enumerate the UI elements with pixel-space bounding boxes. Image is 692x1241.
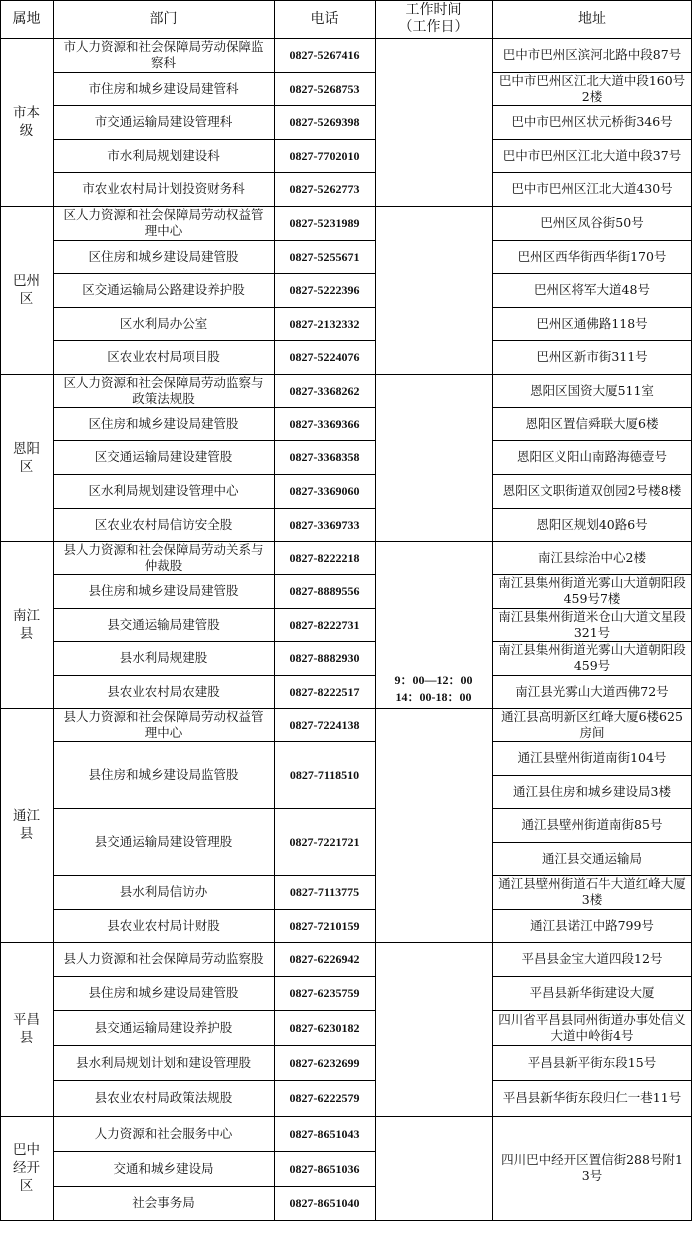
phone-cell: 0827-7118510 (289, 767, 360, 782)
grid-line (492, 1045, 692, 1046)
grid-line (53, 172, 375, 173)
address-cell: 巴中市巴州区滨河北路中段87号 (502, 47, 682, 62)
grid-line (492, 976, 692, 977)
phone-cell: 0827-6230182 (289, 1020, 360, 1035)
grid-line-vertical (53, 0, 54, 1221)
address-cell: 巴州区凤谷街50号 (540, 215, 644, 230)
grid-line (53, 909, 375, 910)
grid-line (53, 307, 375, 308)
grid-line (53, 574, 375, 575)
grid-line (53, 875, 375, 876)
header-department: 部门 (149, 11, 178, 27)
phone-cell: 0827-3369366 (289, 416, 360, 431)
grid-line (53, 641, 375, 642)
department-cell: 人力资源和社会服务中心 (94, 1125, 233, 1141)
phone-cell: 0827-5222396 (289, 283, 360, 297)
grid-line (492, 440, 692, 441)
grid-line (492, 775, 692, 776)
phone-cell: 0827-7210159 (289, 918, 360, 933)
working-hours-line1: 9：00—12：00 (394, 673, 473, 687)
grid-line (492, 842, 692, 843)
grid-line (492, 675, 692, 676)
phone-cell: 0827-3368358 (289, 450, 360, 464)
grid-line (492, 909, 692, 910)
department-cell: 县人力资源和社会保障局劳动权益管理中心 (63, 708, 264, 740)
grid-line-group (0, 206, 692, 207)
department-cell: 区人力资源和社会保障局劳动监察与政策法规股 (63, 374, 264, 406)
address-cell: 通江县壁州街道石牛大道红峰大厦3楼 (498, 876, 686, 907)
department-cell: 市农业农村局计划投资财务科 (82, 181, 245, 196)
grid-line (53, 1151, 375, 1152)
header-phone: 电话 (310, 11, 339, 27)
department-cell: 县交通运输局建管股 (107, 616, 220, 632)
address-cell: 恩阳区文职街道双创园2号楼8楼 (502, 483, 682, 498)
phone-cell: 0827-8651040 (289, 1196, 360, 1210)
address-cell: 南江县集州街道光雾山大道朝阳段459号7楼 (498, 575, 686, 606)
phone-cell: 0827-3368262 (289, 383, 360, 398)
address-cell: 通江县壁州街道南街104号 (517, 750, 667, 765)
phone-cell: 0827-5255671 (289, 249, 360, 264)
address-cell: 巴中市巴州区江北大道中段37号 (502, 147, 682, 163)
grid-line (53, 340, 375, 341)
address-cell: 恩阳区置信舜联大厦6楼 (525, 415, 659, 431)
grid-line (53, 72, 375, 73)
department-cell: 县住房和城乡建设局建管股 (88, 583, 239, 598)
phone-cell: 0827-8651036 (289, 1161, 360, 1176)
department-cell: 市交通运输局建设管理科 (94, 114, 233, 129)
address-cell: 巴州区将军大道48号 (534, 282, 650, 297)
header-hours (375, 0, 492, 38)
department-cell: 县农业农村局政策法规股 (94, 1090, 233, 1105)
address-cell: 通江县壁州街道南街85号 (521, 817, 663, 832)
grid-line (53, 1186, 375, 1187)
phone-cell: 0827-6222579 (289, 1091, 360, 1105)
grid-line (53, 474, 375, 475)
phone-cell: 0827-3369060 (289, 484, 360, 498)
department-cell: 区交通运输局建设建管股 (94, 449, 233, 464)
grid-line (53, 976, 375, 977)
phone-cell: 0827-8889556 (289, 584, 360, 598)
phone-cell: 0827-6235759 (289, 986, 360, 1000)
department-cell: 县人力资源和社会保障局劳动监察股 (63, 951, 264, 966)
grid-line (492, 340, 692, 341)
grid-line-vertical (375, 0, 376, 1221)
phone-cell: 0827-2132332 (289, 316, 360, 331)
grid-line (53, 741, 375, 742)
grid-line-group (0, 541, 692, 542)
grid-line (53, 105, 375, 106)
grid-line (492, 641, 692, 642)
address-cell: 恩阳区规划40路6号 (536, 516, 648, 532)
grid-line (492, 474, 692, 475)
address-cell: 巴中市巴州区江北大道430号 (511, 181, 673, 196)
address-cell: 南江县集州街道光雾山大道朝阳段459号 (498, 642, 686, 673)
address-cell: 恩阳区义阳山南路海德壹号 (516, 449, 667, 464)
grid-line (492, 741, 692, 742)
department-cell: 市人力资源和社会保障局劳动保障监察科 (63, 39, 264, 70)
address-cell: 南江县综治中心2楼 (538, 549, 646, 565)
grid-line (53, 139, 375, 140)
address-cell: 通江县诺江中路799号 (530, 917, 654, 933)
address-cell: 巴州区通佛路118号 (536, 315, 648, 331)
grid-line (492, 72, 692, 73)
address-cell: 平昌县新平街东段15号 (527, 1054, 657, 1070)
department-cell: 县水利局规建股 (119, 650, 208, 665)
phone-cell: 0827-6232699 (289, 1055, 360, 1070)
department-cell: 交通和城乡建设局 (113, 1160, 214, 1176)
address-cell: 南江县集州街道米仓山大道文星段321号 (498, 608, 686, 640)
department-cell: 市水利局规划建设科 (107, 147, 220, 163)
grid-line-vertical (274, 0, 275, 1221)
header-address: 地址 (578, 11, 606, 27)
grid-line (492, 273, 692, 274)
phone-cell: 0827-3369733 (289, 517, 360, 532)
region-cell: 平昌县 (13, 1012, 40, 1046)
region-cell: 巴中经开区 (13, 1142, 40, 1194)
working-hours-line2: 14：00-18：00 (395, 690, 472, 704)
phone-cell: 0827-6226942 (289, 952, 360, 966)
phone-cell: 0827-5269398 (289, 115, 360, 129)
address-cell: 巴中市巴州区状元桥街346号 (511, 114, 673, 129)
department-cell: 县人力资源和社会保障局劳动关系与仲裁股 (63, 541, 264, 573)
grid-line (492, 808, 692, 809)
grid-line (492, 407, 692, 408)
grid-line (492, 139, 692, 140)
phone-cell: 0827-8222517 (289, 684, 360, 699)
grid-line (492, 508, 692, 509)
grid-line-group (0, 1116, 692, 1117)
department-cell: 区交通运输局公路建设养护股 (82, 282, 245, 297)
address-cell: 四川巴中经开区置信街288号附13号 (501, 1152, 683, 1183)
phone-cell: 0827-5262773 (289, 182, 360, 196)
grid-line-top (0, 0, 692, 1)
header-hours-hours_line1: 工作时间 (405, 2, 462, 18)
grid-line-vertical (0, 0, 1, 1221)
address-cell: 巴中市巴州区江北大道中段160号2楼 (498, 72, 686, 104)
address-cell: 通江县住房和城乡建设局3楼 (513, 783, 671, 799)
working-hours-cell (375, 38, 492, 1220)
phone-cell: 0827-5267416 (289, 48, 360, 62)
department-cell: 市住房和城乡建设局建管科 (88, 80, 239, 96)
grid-line (492, 307, 692, 308)
region-cell: 南江县 (13, 607, 40, 642)
grid-line (53, 808, 375, 809)
phone-cell: 0827-8222731 (289, 617, 360, 632)
phone-cell: 0827-7224138 (289, 717, 360, 732)
region-cell: 恩阳区 (13, 440, 40, 475)
phone-cell: 0827-8651043 (289, 1126, 360, 1141)
grid-line-vertical (492, 0, 493, 1221)
department-cell: 县农业农村局计财股 (107, 917, 220, 933)
address-cell: 恩阳区国资大厦511室 (530, 382, 654, 398)
grid-line (53, 675, 375, 676)
grid-line (53, 608, 375, 609)
department-cell: 区人力资源和社会保障局劳动权益管理中心 (63, 207, 264, 238)
grid-line (492, 1010, 692, 1011)
department-cell: 县水利局规划计划和建设管理股 (75, 1054, 251, 1070)
phone-cell: 0827-8222218 (289, 550, 360, 565)
address-cell: 平昌县金宝大道四段12号 (521, 951, 663, 966)
region-cell: 市本级 (13, 105, 40, 139)
department-cell: 县农业农村局农建股 (107, 683, 220, 699)
department-cell: 区住房和城乡建设局建管股 (88, 248, 239, 264)
department-cell: 区水利局规划建设管理中心 (88, 483, 239, 498)
header-hours-hours_line2: （工作日） (398, 19, 469, 35)
grid-line (0, 38, 692, 39)
phone-cell: 0827-5231989 (289, 216, 360, 230)
phone-cell: 0827-7113775 (289, 885, 360, 899)
grid-line (492, 574, 692, 575)
grid-line (492, 105, 692, 106)
address-cell: 平昌县新华街东段归仁一巷11号 (502, 1090, 682, 1105)
grid-line (53, 407, 375, 408)
grid-line-group (0, 708, 692, 709)
address-cell: 通江县高明新区红峰大厦6楼625房间 (501, 708, 683, 740)
grid-line (53, 273, 375, 274)
grid-line (492, 608, 692, 609)
address-cell: 巴州区新市街311号 (536, 349, 648, 364)
address-cell: 南江县光雾山大道西佛72号 (515, 683, 669, 699)
department-cell: 区水利局办公室 (119, 315, 208, 331)
department-cell: 社会事务局 (132, 1195, 195, 1210)
grid-line (492, 1080, 692, 1081)
address-cell: 四川省平昌县同州街道办事处信义大道中岭街4号 (498, 1011, 686, 1043)
grid-line (53, 508, 375, 509)
department-cell: 县交通运输局建设管理股 (94, 833, 233, 849)
phone-cell: 0827-7702010 (289, 148, 360, 163)
grid-line-group (0, 374, 692, 375)
grid-line (53, 440, 375, 441)
phone-cell: 0827-8882930 (289, 651, 360, 665)
department-cell: 县住房和城乡建设局监管股 (88, 766, 239, 782)
grid-line (53, 1080, 375, 1081)
phone-cell: 0827-7221721 (289, 834, 360, 849)
region-cell: 通江县 (13, 808, 40, 842)
grid-line (53, 1010, 375, 1011)
address-cell: 平昌县新华街建设大厦 (529, 985, 655, 1000)
grid-line-group (0, 942, 692, 943)
address-cell: 巴州区西华街西华街170号 (517, 248, 667, 264)
address-cell: 通江县交通运输局 (541, 850, 642, 866)
header-region: 属地 (12, 11, 41, 27)
department-cell: 区住房和城乡建设局建管股 (88, 415, 239, 431)
department-cell: 县水利局信访办 (119, 884, 208, 899)
department-cell: 县交通运输局建设养护股 (94, 1019, 233, 1035)
region-cell: 巴州区 (13, 273, 40, 307)
grid-line (492, 240, 692, 241)
department-cell: 区农业农村局信访安全股 (94, 516, 233, 532)
grid-line (53, 1045, 375, 1046)
grid-line (53, 240, 375, 241)
phone-cell: 0827-5268753 (289, 81, 360, 96)
grid-line (492, 875, 692, 876)
grid-line-group (0, 1220, 692, 1221)
department-cell: 区农业农村局项目股 (107, 349, 220, 364)
grid-line (492, 172, 692, 173)
phone-cell: 0827-5224076 (289, 350, 360, 364)
department-cell: 县住房和城乡建设局建管股 (88, 985, 239, 1000)
